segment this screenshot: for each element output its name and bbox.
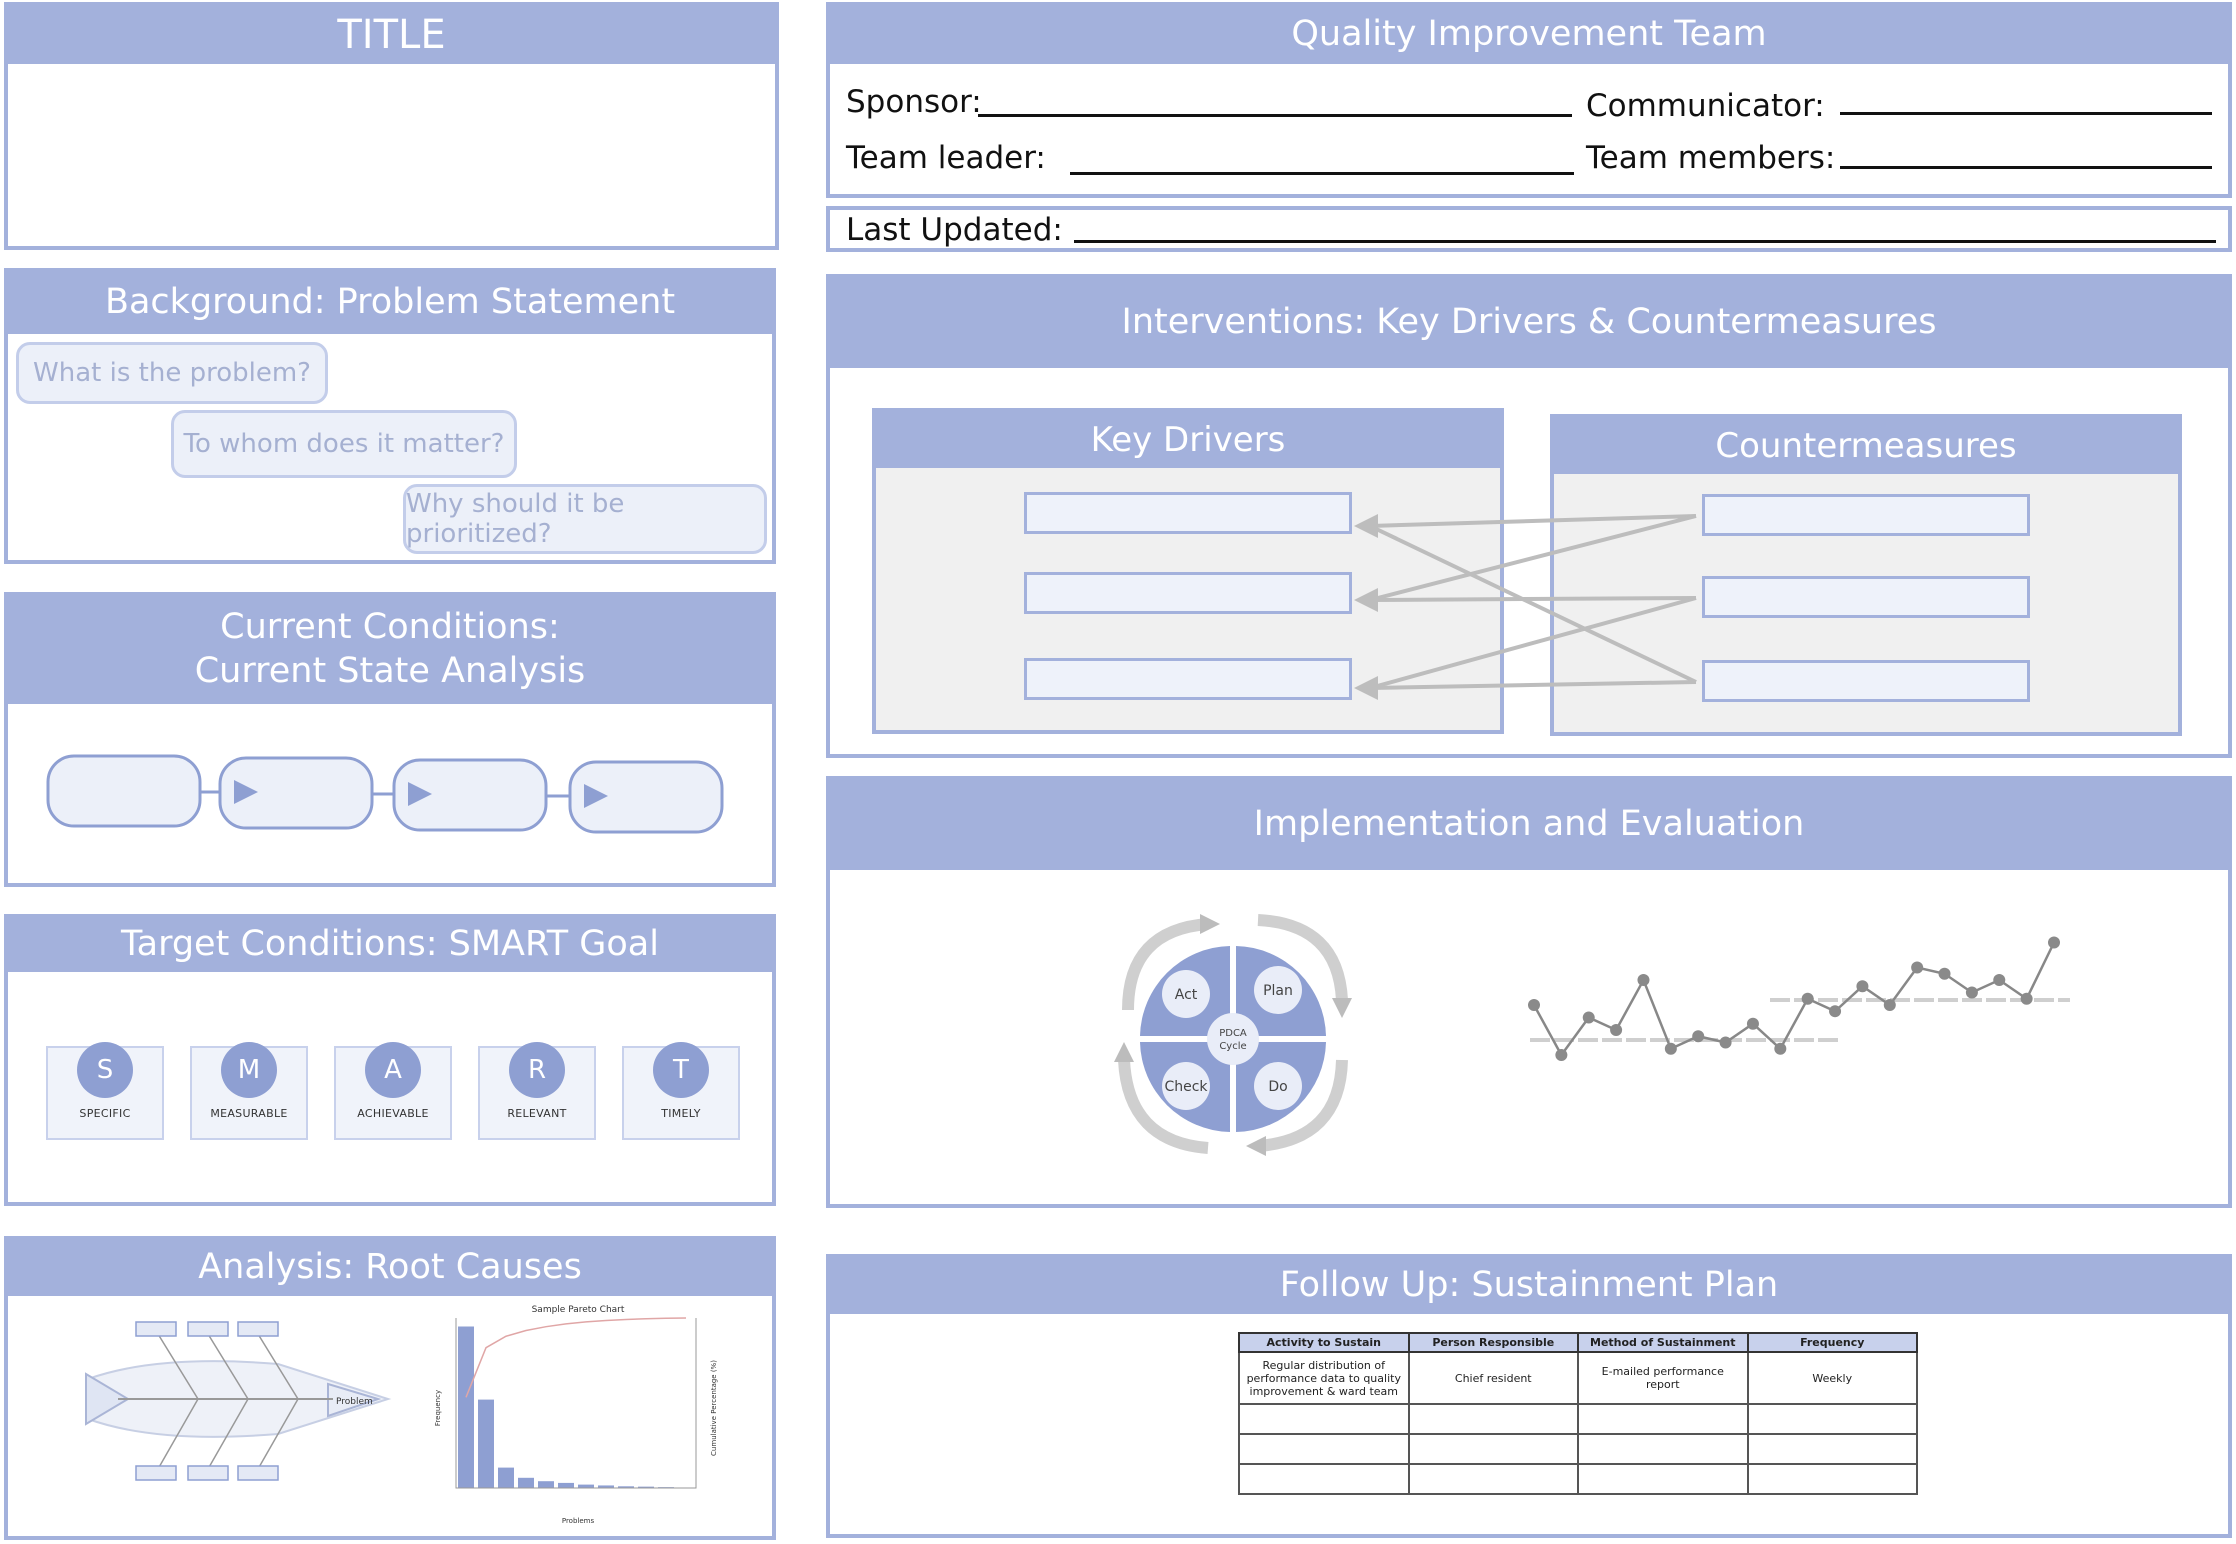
table-header-person: Person Responsible	[1409, 1333, 1579, 1352]
table-cell: Chief resident	[1409, 1352, 1579, 1404]
run-chart-point	[1939, 968, 1951, 980]
current-title-line1: Current Conditions:	[220, 607, 560, 648]
run-chart-point	[1555, 1049, 1567, 1061]
pareto-xlabel: Problems	[561, 1517, 595, 1525]
pareto-bar	[518, 1478, 534, 1488]
smart-label-specific: SPECIFIC	[79, 1107, 131, 1120]
run-chart-point	[1692, 1030, 1704, 1042]
smart-specific	[46, 1046, 164, 1140]
team-panel	[826, 2, 2232, 198]
pdca-act: Act	[1174, 987, 1198, 1003]
sponsor-line[interactable]	[978, 114, 1572, 117]
run-chart-point	[1856, 980, 1868, 992]
pdca-center-line2: Cycle	[1219, 1041, 1247, 1052]
run-chart-point	[1720, 1037, 1732, 1049]
team-leader-label: Team leader:	[846, 140, 1046, 176]
run-chart-point	[1583, 1012, 1595, 1024]
table-cell[interactable]	[1748, 1464, 1917, 1494]
run-chart	[1520, 920, 2080, 1120]
followup-panel	[826, 1254, 2232, 1538]
background-panel	[4, 268, 776, 564]
communicator-label: Communicator:	[1586, 88, 1825, 124]
smart-letter-a: A	[365, 1042, 421, 1098]
fishbone-diagram	[78, 1304, 408, 1534]
pareto-ylabel-right: Cumulative Percentage (%)	[710, 1360, 718, 1456]
table-cell[interactable]	[1748, 1434, 1917, 1464]
table-cell[interactable]	[1578, 1404, 1748, 1434]
question-problem: What is the problem?	[16, 342, 328, 404]
pdca-plan: Plan	[1263, 983, 1293, 999]
team-members-label: Team members:	[1586, 140, 1836, 176]
run-chart-point	[1774, 1043, 1786, 1055]
smart-measurable	[190, 1046, 308, 1140]
run-chart-point	[1610, 1024, 1622, 1036]
smart-label-relevant: RELEVANT	[507, 1107, 567, 1120]
table-cell[interactable]	[1748, 1404, 1917, 1434]
team-leader-line[interactable]	[1070, 172, 1574, 175]
table-cell[interactable]	[1409, 1404, 1579, 1434]
pareto-chart	[428, 1298, 728, 1528]
countermeasures-heading: Countermeasures	[1554, 418, 2178, 474]
run-chart-point	[1911, 962, 1923, 974]
team-heading: Quality Improvement Team	[830, 6, 2228, 64]
background-heading: Background: Problem Statement	[8, 272, 772, 334]
table-row	[1239, 1352, 1917, 1404]
table-cell: E-mailed performance report	[1578, 1352, 1748, 1404]
table-cell[interactable]	[1578, 1434, 1748, 1464]
pareto-title: Sample Pareto Chart	[531, 1305, 625, 1315]
run-chart-point	[1747, 1018, 1759, 1030]
followup-heading: Follow Up: Sustainment Plan	[830, 1258, 2228, 1314]
implementation-heading: Implementation and Evaluation	[830, 780, 2228, 870]
run-chart-point	[1884, 999, 1896, 1011]
run-chart-point	[1993, 974, 2005, 986]
run-chart-point	[1966, 987, 1978, 999]
driver-connector-arrows	[830, 278, 2228, 754]
communicator-line[interactable]	[1840, 112, 2212, 115]
sponsor-label: Sponsor:	[846, 84, 982, 120]
table-cell[interactable]	[1239, 1434, 1409, 1464]
run-chart-point	[1665, 1043, 1677, 1055]
pdca-center-line1: PDCA	[1219, 1028, 1247, 1039]
key-drivers-heading: Key Drivers	[876, 412, 1500, 468]
analysis-panel	[4, 1236, 776, 1540]
smart-letter-r: R	[509, 1042, 565, 1098]
run-chart-point	[1802, 993, 1814, 1005]
interventions-panel	[826, 274, 2232, 758]
pareto-ylabel-left: Frequency	[434, 1389, 442, 1427]
last-updated-panel	[826, 206, 2232, 252]
table-cell[interactable]	[1409, 1434, 1579, 1464]
pdca-check: Check	[1164, 1079, 1208, 1095]
implementation-panel	[826, 776, 2232, 1208]
smart-label-measurable: MEASURABLE	[210, 1107, 288, 1120]
last-updated-line[interactable]	[1074, 240, 2216, 243]
smart-letter-t: T	[653, 1042, 709, 1098]
smart-label-achievable: ACHIEVABLE	[357, 1107, 429, 1120]
table-row	[1239, 1404, 1917, 1434]
smart-timely	[622, 1046, 740, 1140]
current-conditions-heading	[8, 596, 772, 704]
analysis-heading: Analysis: Root Causes	[8, 1240, 772, 1296]
table-cell: Weekly	[1748, 1352, 1917, 1404]
current-conditions-panel	[4, 592, 776, 887]
team-members-line[interactable]	[1840, 166, 2212, 169]
table-cell[interactable]	[1578, 1464, 1748, 1494]
process-flow	[8, 704, 772, 883]
question-whom: To whom does it matter?	[171, 410, 517, 478]
smart-letter-m: M	[221, 1042, 277, 1098]
target-conditions-panel	[4, 914, 776, 1206]
pareto-bar	[458, 1327, 474, 1489]
current-title-line2: Current State Analysis	[194, 651, 586, 691]
title-panel	[4, 2, 779, 250]
smart-achievable	[334, 1046, 452, 1140]
smart-letter-s: S	[77, 1042, 133, 1098]
table-header-method: Method of Sustainment	[1578, 1333, 1748, 1352]
title-heading: TITLE	[8, 6, 775, 64]
pareto-bar	[558, 1483, 574, 1488]
pareto-bar	[538, 1481, 554, 1488]
fishbone-problem-label: Problem	[336, 1397, 373, 1407]
run-chart-point	[2048, 937, 2060, 949]
table-header-frequency: Frequency	[1748, 1333, 1917, 1352]
run-chart-point	[1829, 1005, 1841, 1017]
interventions-heading: Interventions: Key Drivers & Countermeasures	[830, 278, 2228, 368]
pdca-cycle	[1088, 890, 1378, 1180]
table-cell[interactable]	[1239, 1404, 1409, 1434]
pareto-bar	[478, 1400, 494, 1488]
run-chart-point	[1528, 999, 1540, 1011]
pareto-bar	[498, 1468, 514, 1488]
pareto-bar	[578, 1485, 594, 1488]
table-cell[interactable]	[1409, 1464, 1579, 1494]
table-row	[1239, 1464, 1917, 1494]
table-row	[1239, 1434, 1917, 1464]
pdca-do: Do	[1268, 1079, 1288, 1095]
last-updated-label: Last Updated:	[846, 212, 1063, 248]
run-chart-point	[2021, 993, 2033, 1005]
table-cell[interactable]	[1239, 1464, 1409, 1494]
table-cell: Regular distribution of performance data to quality improvement & ward team	[1239, 1352, 1409, 1404]
sustainment-table	[1238, 1332, 1918, 1495]
smart-label-timely: TIMELY	[661, 1107, 701, 1120]
smart-relevant	[478, 1046, 596, 1140]
run-chart-point	[1637, 974, 1649, 986]
table-header-activity: Activity to Sustain	[1239, 1333, 1409, 1352]
question-priority: Why should it be prioritized?	[403, 484, 767, 554]
target-heading: Target Conditions: SMART Goal	[8, 918, 772, 972]
